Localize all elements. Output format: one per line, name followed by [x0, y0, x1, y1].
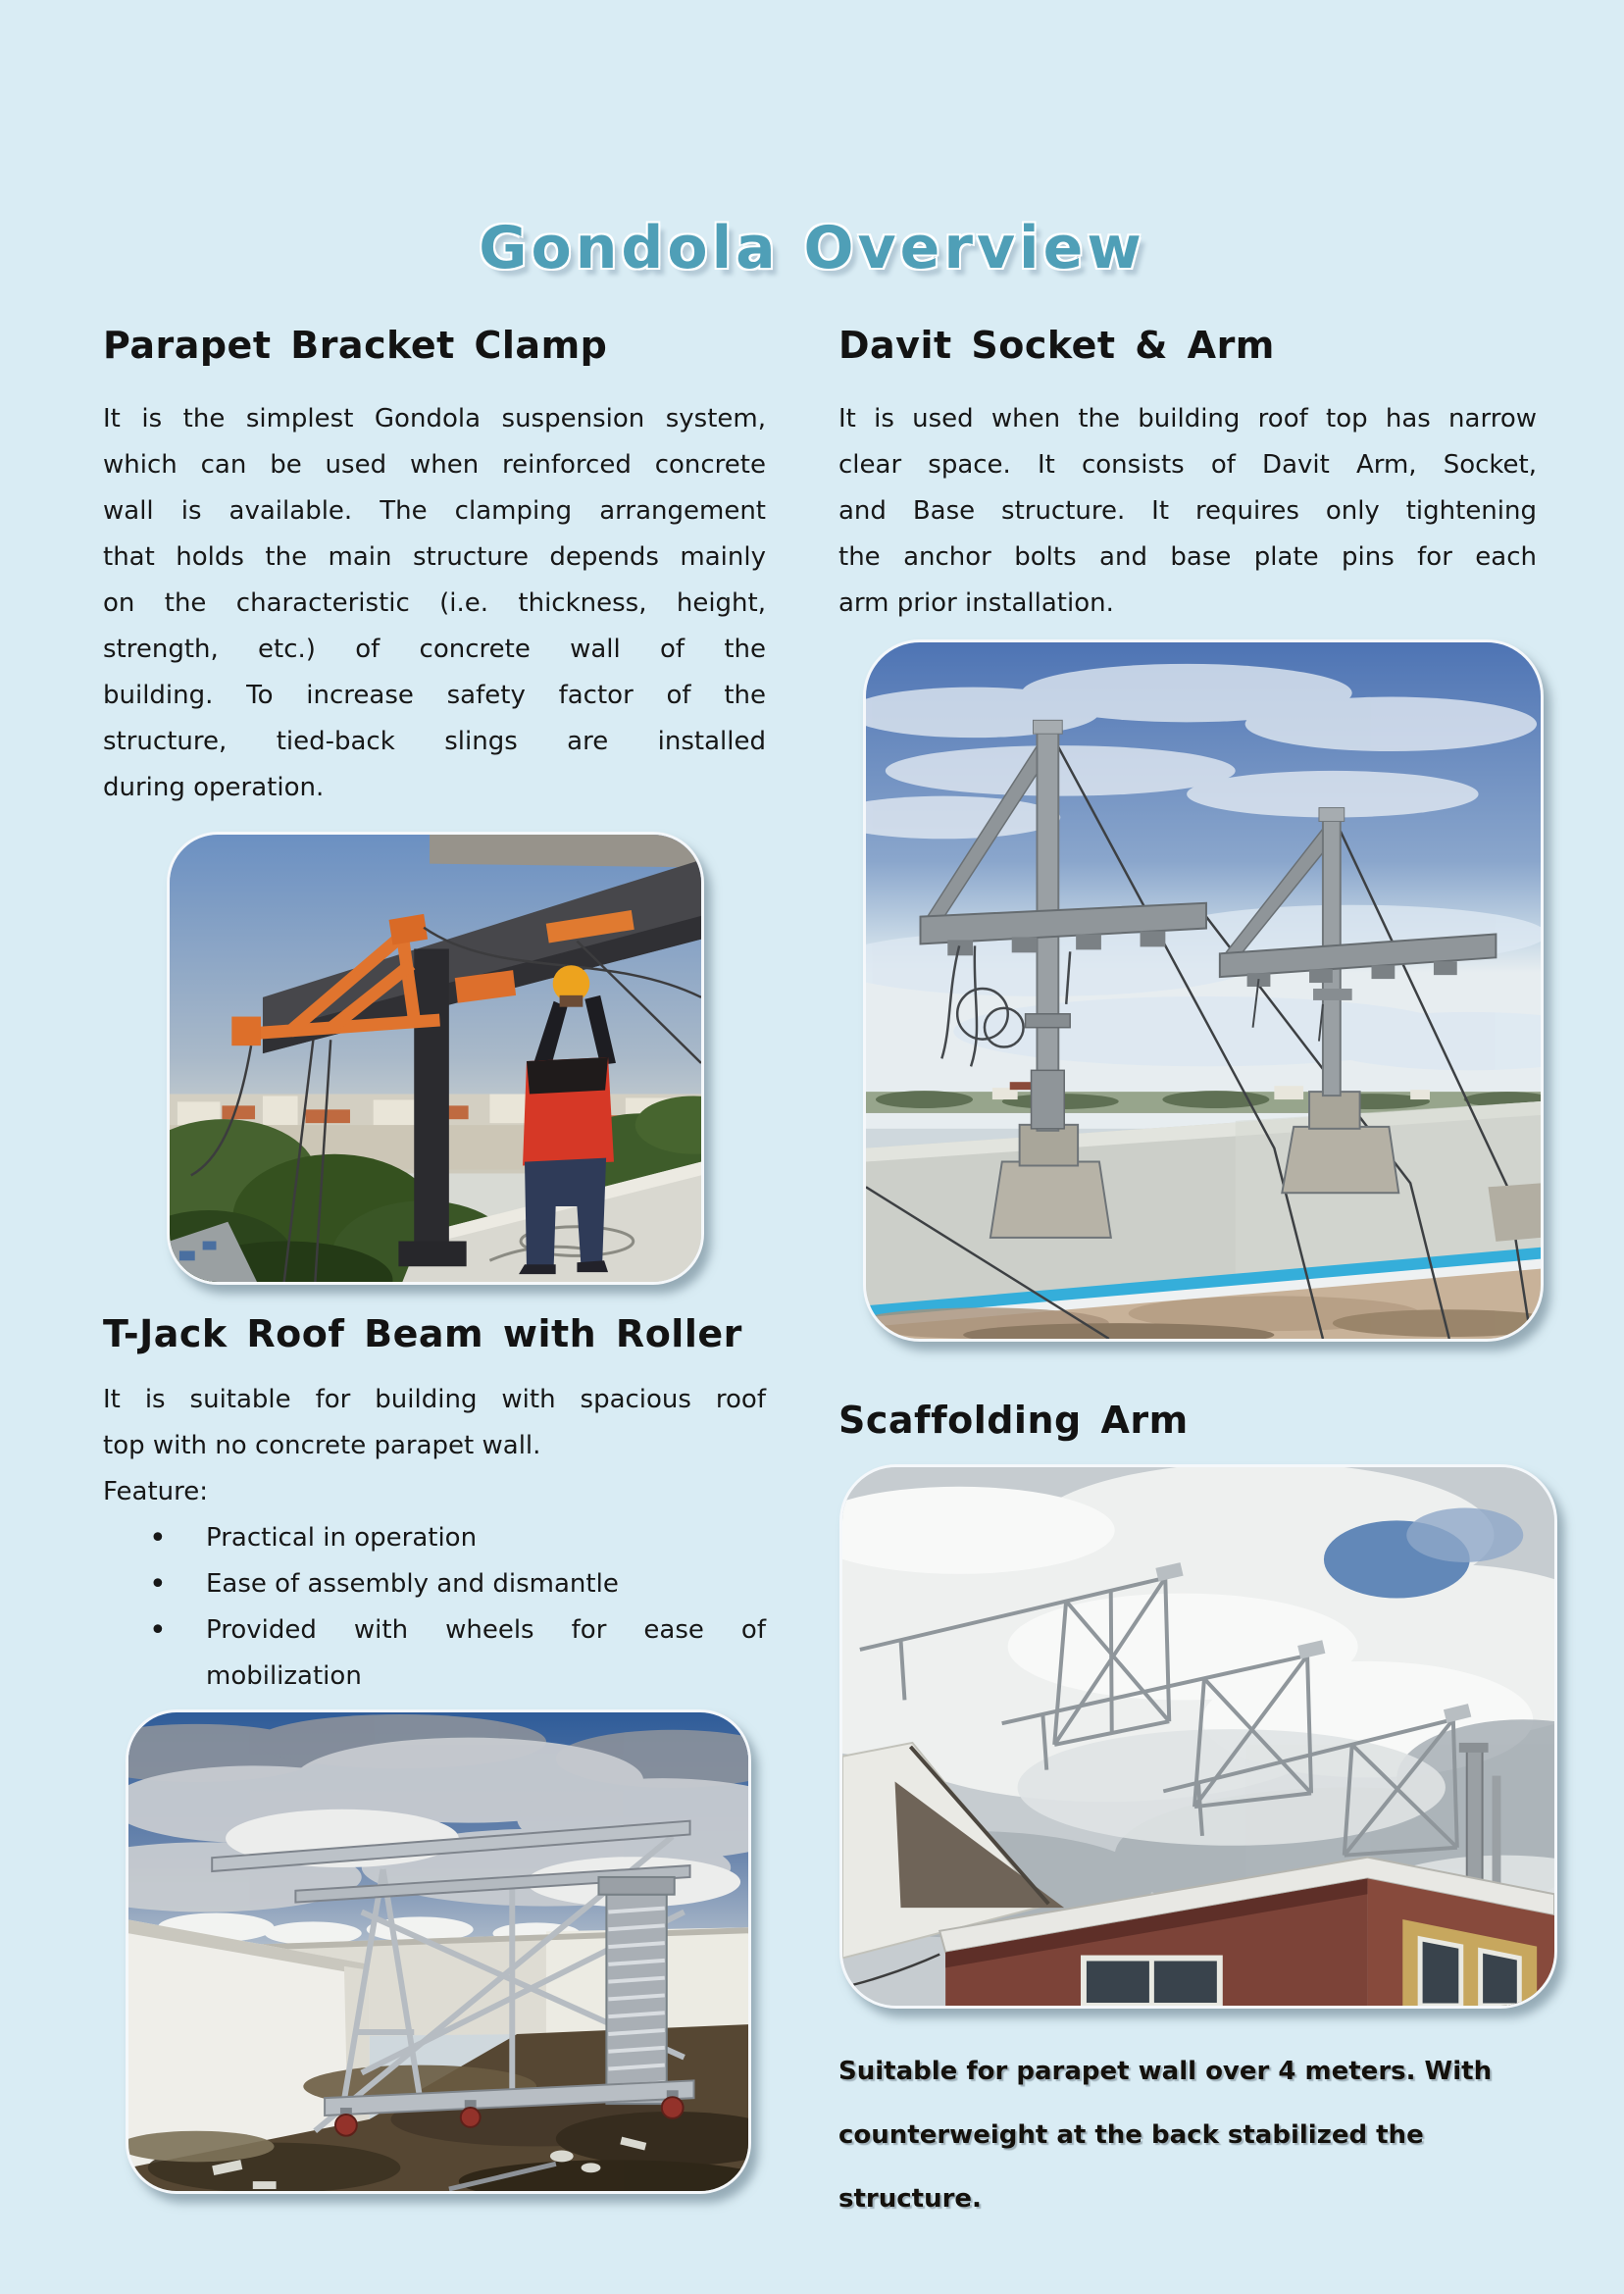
text-line: building. To increase safety factor of the — [103, 681, 766, 710]
photo-scaffolding-arm — [839, 1464, 1557, 2009]
text-line: It is the simplest Gondola suspension system, — [103, 404, 766, 433]
feature-item: • Provided with wheels for ease of mobilization — [206, 1607, 766, 1700]
text-line: and Base structure. It requires only tightening — [838, 496, 1537, 526]
heading-davit-socket-arm: Davit Socket & Arm — [838, 324, 1275, 367]
photo-tjack-roof-beam — [126, 1709, 751, 2194]
davit-photo-illustration — [866, 642, 1541, 1339]
feature-list — [103, 1515, 766, 1700]
feature-item: • Practical in operation — [206, 1515, 766, 1561]
text-line: that holds the main structure depends mainly — [103, 542, 766, 572]
photo-parapet-bracket-clamp — [167, 832, 704, 1285]
text-line: top with no concrete parapet wall. — [103, 1431, 541, 1460]
heading-parapet-bracket-clamp: Parapet Bracket Clamp — [103, 324, 608, 367]
paragraph-davit — [838, 396, 1537, 627]
page-title: Gondola Overview — [479, 214, 1145, 282]
text-line: during operation. — [103, 773, 325, 802]
paragraph-tjack — [103, 1377, 766, 1700]
text-line: It is suitable for building with spacious roof — [103, 1385, 766, 1414]
scaffolding-photo-illustration — [842, 1467, 1554, 2006]
tjack-photo-illustration — [128, 1712, 748, 2191]
photo-davit-socket-arm — [863, 639, 1544, 1342]
parapet-photo-illustration — [170, 835, 701, 1282]
text-line: arm prior installation. — [838, 588, 1114, 618]
text-line: wall is available. The clamping arrangement — [103, 496, 766, 526]
caption-line: Suitable for parapet wall over 4 meters. With — [838, 2057, 1493, 2086]
heading-scaffolding-arm: Scaffolding Arm — [838, 1399, 1189, 1442]
text-line: clear space. It consists of Davit Arm, Socket, — [838, 450, 1537, 480]
text-line: strength, etc.) of concrete wall of the — [103, 635, 766, 664]
text-line: on the characteristic (i.e. thickness, height, — [103, 588, 766, 618]
feature-label: Feature: — [103, 1477, 209, 1506]
text-line: structure, tied-back slings are installed — [103, 727, 766, 756]
text-line: the anchor bolts and base plate pins for each — [838, 542, 1537, 572]
scaffolding-caption — [838, 2040, 1540, 2231]
caption-line: counterweight at the back stabilized the — [838, 2120, 1424, 2150]
paragraph-parapet — [103, 396, 766, 811]
feature-item: • Ease of assembly and dismantle — [206, 1561, 766, 1607]
text-line: which can be used when reinforced concrete — [103, 450, 766, 480]
caption-line: structure. — [838, 2184, 982, 2214]
heading-tjack-roof-beam: T-Jack Roof Beam with Roller — [103, 1312, 742, 1355]
text-line: It is used when the building roof top has narrow — [838, 404, 1537, 433]
